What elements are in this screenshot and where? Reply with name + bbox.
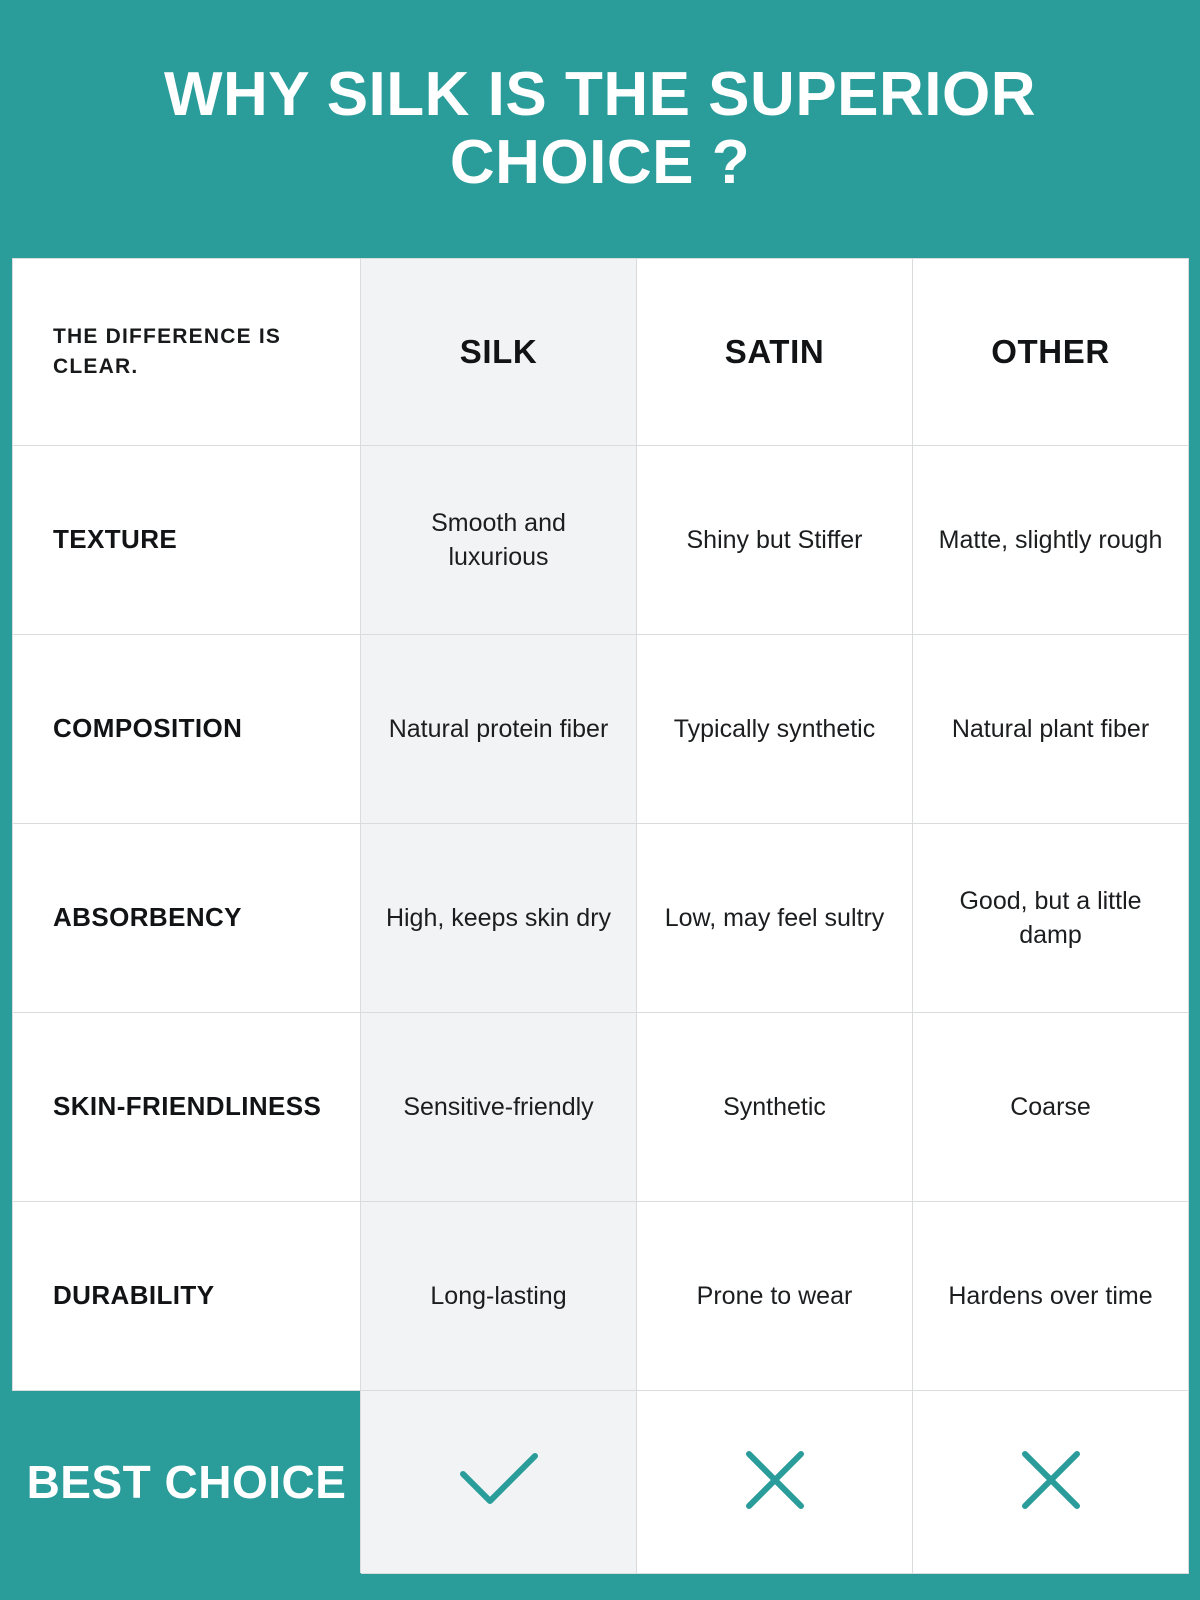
cell-absorbency-other <box>913 824 1189 1013</box>
cell-texture-silk <box>361 446 637 635</box>
verdict-label: BEST CHOICE <box>26 1455 347 1508</box>
page-title: WHY SILK IS THE SUPERIOR CHOICE ? <box>163 59 1037 197</box>
verdict-label-cell <box>13 1391 361 1574</box>
cell-text: Shiny but Stiffer <box>686 525 863 554</box>
comparison-table <box>12 258 1189 1574</box>
cell-skin-friendliness-other <box>913 1013 1189 1202</box>
table-row <box>13 635 1189 824</box>
check-icon <box>457 1450 541 1510</box>
cell-text: Prone to wear <box>696 1281 853 1310</box>
row-label-durability: DURABILITY <box>13 1202 361 1391</box>
cell-skin-friendliness-satin <box>637 1013 913 1202</box>
row-label-composition: COMPOSITION <box>13 635 361 824</box>
cell-text: Smooth and luxurious <box>431 508 566 571</box>
cell-skin-friendliness-silk <box>361 1013 637 1202</box>
cell-texture-satin <box>637 446 913 635</box>
cell-durability-other <box>913 1202 1189 1391</box>
verdict-satin-cell <box>637 1391 913 1574</box>
column-header-other-label: OTHER <box>991 333 1110 370</box>
cell-text: Natural plant fiber <box>951 714 1150 743</box>
table-row <box>13 1202 1189 1391</box>
cell-composition-satin <box>637 635 913 824</box>
cell-text: Synthetic <box>723 1092 826 1121</box>
cell-text: Long-lasting <box>430 1281 567 1310</box>
cell-absorbency-satin <box>637 824 913 1013</box>
cell-composition-silk <box>361 635 637 824</box>
verdict-silk-cell <box>361 1391 637 1574</box>
cross-icon <box>742 1447 808 1513</box>
cell-durability-silk <box>361 1202 637 1391</box>
cell-text: High, keeps skin dry <box>385 903 612 932</box>
verdict-row <box>13 1391 1189 1574</box>
cell-text: Matte, slightly rough <box>938 525 1163 554</box>
page-header <box>0 0 1200 258</box>
cell-text: Good, but a little damp <box>959 886 1142 949</box>
column-header-silk-label: SILK <box>459 333 538 370</box>
table-corner-cell <box>13 259 361 446</box>
cell-text: Natural protein fiber <box>388 714 609 743</box>
table-row <box>13 824 1189 1013</box>
cell-text: Hardens over time <box>948 1281 1153 1310</box>
corner-label: THE DIFFERENCE IS CLEAR. <box>53 324 282 378</box>
cell-text: Typically synthetic <box>673 714 876 743</box>
table-row <box>13 446 1189 635</box>
column-header-other <box>913 259 1189 446</box>
row-label-absorbency: ABSORBENCY <box>13 824 361 1013</box>
table-header-row <box>13 259 1189 446</box>
cross-icon <box>1018 1447 1084 1513</box>
cell-text: Sensitive-friendly <box>403 1092 594 1121</box>
cell-text: Coarse <box>1010 1092 1091 1121</box>
column-header-satin <box>637 259 913 446</box>
row-label-texture: TEXTURE <box>13 446 361 635</box>
cell-text: Low, may feel sultry <box>664 903 885 932</box>
table-row <box>13 1013 1189 1202</box>
cell-durability-satin <box>637 1202 913 1391</box>
cell-texture-other <box>913 446 1189 635</box>
column-header-satin-label: SATIN <box>724 333 825 370</box>
verdict-other-cell <box>913 1391 1189 1574</box>
row-label-skin-friendliness: SKIN-FRIENDLINESS <box>13 1013 361 1202</box>
cell-absorbency-silk <box>361 824 637 1013</box>
column-header-silk <box>361 259 637 446</box>
comparison-table-container <box>12 258 1188 1574</box>
cell-composition-other <box>913 635 1189 824</box>
